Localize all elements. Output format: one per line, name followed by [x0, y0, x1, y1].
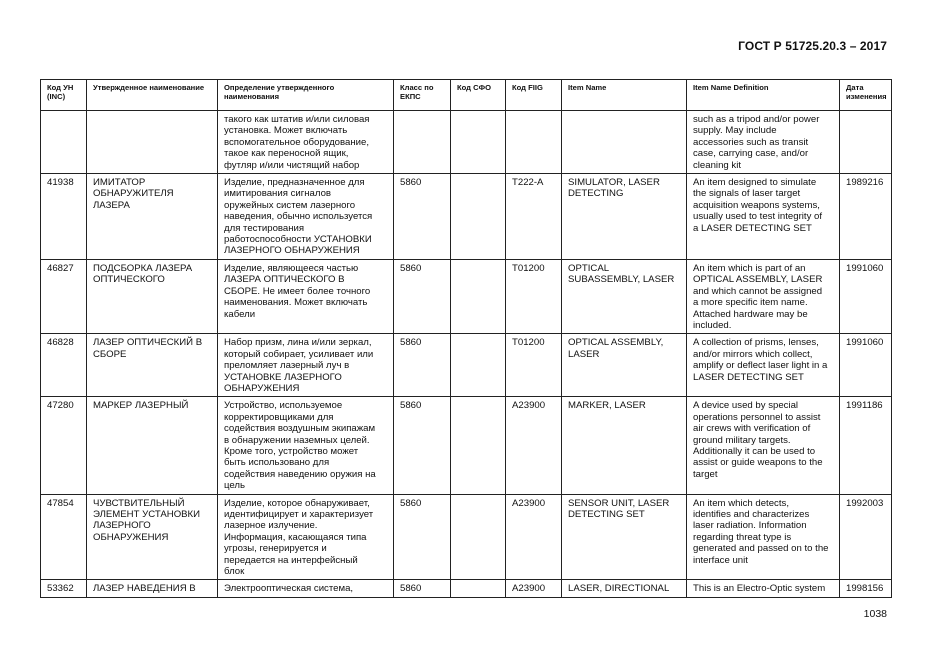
cell-date — [840, 111, 892, 174]
column-header: Item Name Definition — [687, 80, 840, 111]
cell-class: 5860 — [394, 494, 451, 580]
cell-date: 1989216 — [840, 174, 892, 260]
cell-item-name — [562, 111, 687, 174]
cell-date: 1991060 — [840, 334, 892, 397]
cell-item-name: SIMULATOR, LASER DETECTING — [562, 174, 687, 260]
cell-sfo — [451, 494, 506, 580]
cell-class: 5860 — [394, 334, 451, 397]
document-header: ГОСТ Р 51725.20.3 – 2017 — [738, 39, 887, 53]
cell-date: 1992003 — [840, 494, 892, 580]
cell-approved-name: ЧУВСТВИТЕЛЬНЫЙ ЭЛЕМЕНТ УСТАНОВКИ ЛАЗЕРНОГО ОБНАРУЖЕНИЯ — [87, 494, 218, 580]
cell-fiig: A23900 — [506, 580, 562, 598]
table-row — [41, 494, 892, 580]
table-row — [41, 397, 892, 494]
cell-item-name: OPTICAL SUBASSEMBLY, LASER — [562, 259, 687, 333]
cell-class: 5860 — [394, 580, 451, 598]
column-header: Класс по ЕКПС — [394, 80, 451, 111]
cell-date: 1998156 — [840, 580, 892, 598]
cell-definition-en: An item which detects, identifies and characterizes laser radiation. Information regarding threat type is generated and passed on to the interface unit — [687, 494, 840, 580]
cell-approved-name: ИМИТАТОР ОБНАРУЖИТЕЛЯ ЛАЗЕРА — [87, 174, 218, 260]
cell-approved-name: МАРКЕР ЛАЗЕРНЫЙ — [87, 397, 218, 494]
cell-definition-en: such as a tripod and/or power supply. May include accessories such as transit case, carrying case, and/or cleaning kit — [687, 111, 840, 174]
cell-definition-ru: Изделие, предназначенное для имитирования сигналов оружейных систем лазерного наведения, обычно используется для тестирования работоспособности УСТАНОВКИ ЛАЗЕРНОГО ОБНАРУЖЕНИЯ — [218, 174, 394, 260]
cell-date: 1991060 — [840, 259, 892, 333]
cell-fiig — [506, 111, 562, 174]
column-header: Код FIIG — [506, 80, 562, 111]
column-header: Item Name — [562, 80, 687, 111]
table-row — [41, 580, 892, 598]
cell-definition-ru: Электрооптическая система, — [218, 580, 394, 598]
column-header: Утвержденное наименование — [87, 80, 218, 111]
cell-item-name: SENSOR UNIT, LASER DETECTING SET — [562, 494, 687, 580]
cell-inc: 53362 — [41, 580, 87, 598]
cell-definition-ru: Устройство, используемое корректировщиками для содействия воздушным экипажам в обнаружении наземных целей. Кроме того, устройство может быть использовано для содействия наведению оружия на цель — [218, 397, 394, 494]
cell-inc: 41938 — [41, 174, 87, 260]
cell-definition-ru: Набор призм, лина и/или зеркал, который собирает, усиливает или преломляет лазерный луч в УСТАНОВКЕ ЛАЗЕРНОГО ОБНАРУЖЕНИЯ — [218, 334, 394, 397]
cell-definition-en: An item designed to simulate the signals of laser target acquisition weapons systems, usually used to test integrity of a LASER DETECTING SET — [687, 174, 840, 260]
column-header: Дата изменения — [840, 80, 892, 111]
cell-approved-name: ЛАЗЕР НАВЕДЕНИЯ В — [87, 580, 218, 598]
table-row — [41, 334, 892, 397]
cell-approved-name: ПОДСБОРКА ЛАЗЕРА ОПТИЧЕСКОГО — [87, 259, 218, 333]
table-row — [41, 259, 892, 333]
cell-inc: 46828 — [41, 334, 87, 397]
cell-inc: 47854 — [41, 494, 87, 580]
cell-class — [394, 111, 451, 174]
cell-item-name: OPTICAL ASSEMBLY, LASER — [562, 334, 687, 397]
cell-class: 5860 — [394, 259, 451, 333]
cell-inc: 47280 — [41, 397, 87, 494]
table-header-row — [41, 80, 892, 111]
table-row — [41, 174, 892, 260]
catalog-table — [40, 79, 892, 598]
cell-definition-en: A device used by special operations personnel to assist air crews with verification of ground military targets. Additionally it can be used to assist or guide weapons to the target — [687, 397, 840, 494]
cell-fiig: T01200 — [506, 334, 562, 397]
cell-definition-ru: Изделие, являющееся частью ЛАЗЕРА ОПТИЧЕСКОГО В СБОРЕ. Не имеет более точного наименования. Может включать кабели — [218, 259, 394, 333]
cell-sfo — [451, 259, 506, 333]
cell-definition-ru: такого как штатив и/или силовая установка. Может включать вспомогательное оборудование, такое как переносной ящик, футляр и/или чистящий набор — [218, 111, 394, 174]
cell-class: 5860 — [394, 174, 451, 260]
cell-definition-en: An item which is part of an OPTICAL ASSEMBLY, LASER and which cannot be assigned a more specific item name. Attached hardware may be included. — [687, 259, 840, 333]
page-number: 1038 — [863, 608, 887, 620]
cell-approved-name — [87, 111, 218, 174]
cell-item-name: MARKER, LASER — [562, 397, 687, 494]
cell-inc: 46827 — [41, 259, 87, 333]
cell-definition-ru: Изделие, которое обнаруживает, идентифицирует и характеризует лазерное излучение. Информация, касающаяся типа угрозы, генерируется и передается на интерфейсный блок — [218, 494, 394, 580]
cell-definition-en: This is an Electro-Optic system — [687, 580, 840, 598]
cell-fiig: A23900 — [506, 494, 562, 580]
cell-sfo — [451, 174, 506, 260]
cell-sfo — [451, 397, 506, 494]
cell-date: 1991186 — [840, 397, 892, 494]
table-row — [41, 111, 892, 174]
cell-class: 5860 — [394, 397, 451, 494]
column-header: Код УН (INC) — [41, 80, 87, 111]
cell-sfo — [451, 111, 506, 174]
cell-fiig: T01200 — [506, 259, 562, 333]
cell-item-name: LASER, DIRECTIONAL — [562, 580, 687, 598]
cell-approved-name: ЛАЗЕР ОПТИЧЕСКИЙ В СБОРЕ — [87, 334, 218, 397]
cell-fiig: A23900 — [506, 397, 562, 494]
cell-fiig: T222-A — [506, 174, 562, 260]
cell-definition-en: A collection of prisms, lenses, and/or mirrors which collect, amplify or deflect laser light in a LASER DETECTING SET — [687, 334, 840, 397]
cell-sfo — [451, 580, 506, 598]
cell-inc — [41, 111, 87, 174]
cell-sfo — [451, 334, 506, 397]
column-header: Код СФО — [451, 80, 506, 111]
column-header: Определение утвержденного наименования — [218, 80, 394, 111]
